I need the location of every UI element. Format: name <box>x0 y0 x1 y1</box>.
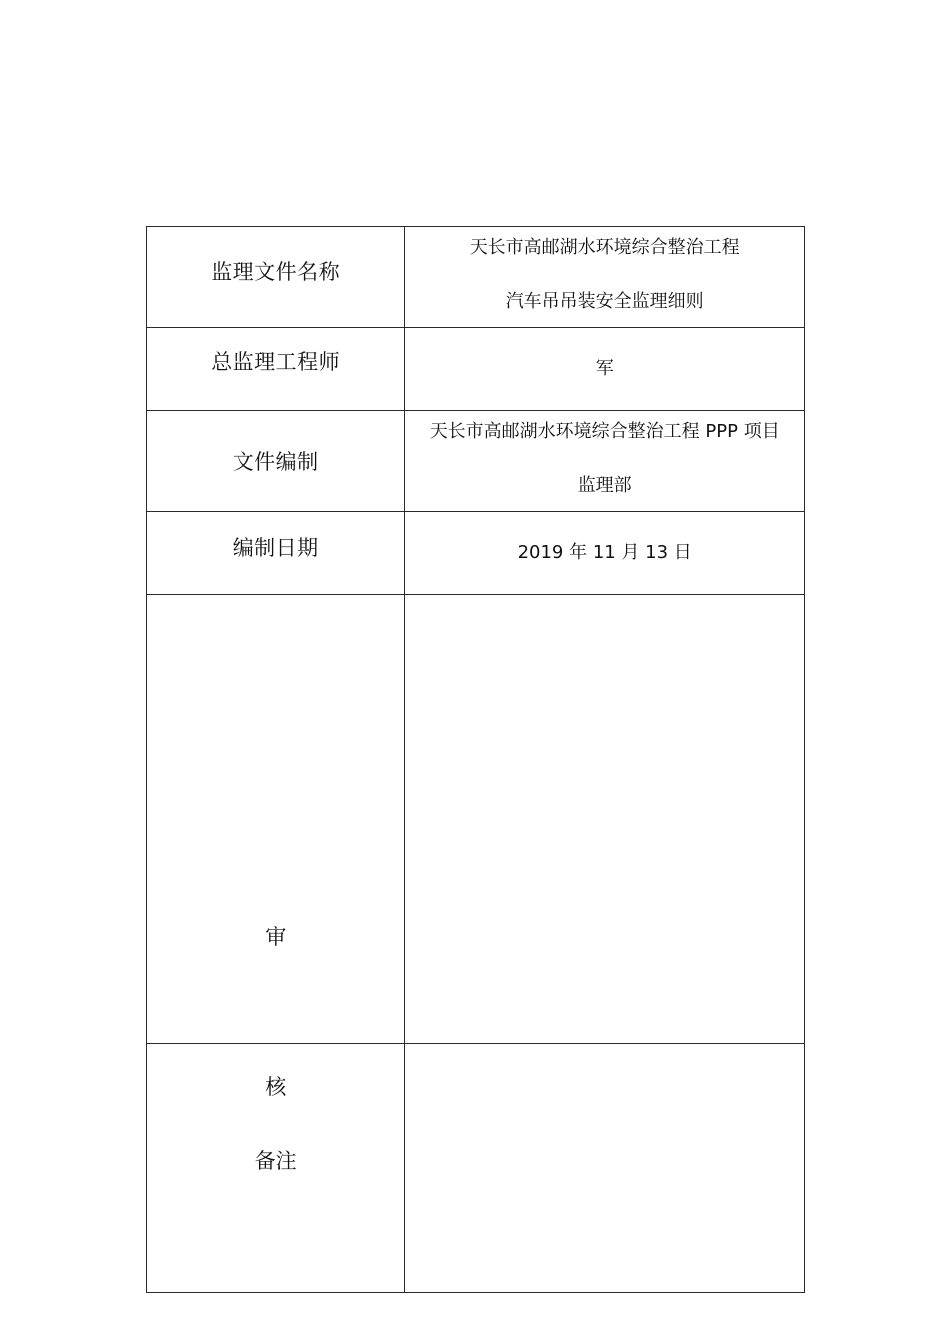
preparation-date-label: 编制日期 <box>232 536 319 560</box>
review-label-char-2: 核 <box>265 1075 287 1099</box>
document-info-table <box>146 226 805 1293</box>
table-row-preparation-date <box>147 512 805 595</box>
label-cell <box>147 411 405 512</box>
table-row-file-preparation <box>147 411 805 512</box>
document-name-line-1: 天长市高邮湖水环境综合整治工程 <box>469 237 740 258</box>
value-cell <box>405 411 805 512</box>
value-cell <box>405 227 805 328</box>
label-cell <box>147 328 405 411</box>
file-preparation-label: 文件编制 <box>232 450 319 474</box>
chief-engineer-value: 军 <box>595 358 614 379</box>
preparation-date-value: 2019 年 11 月 13 日 <box>517 542 692 563</box>
review-label-char-1: 审 <box>265 925 287 949</box>
label-cell <box>147 227 405 328</box>
file-preparation-line-2: 监理部 <box>577 475 632 496</box>
file-preparation-line-1: 天长市高邮湖水环境综合整治工程 PPP 项目 <box>429 421 780 442</box>
table-row-chief-engineer <box>147 328 805 411</box>
review-content-cell <box>405 595 805 1044</box>
document-name-label: 监理文件名称 <box>211 260 341 284</box>
remarks-label: 备注 <box>254 1149 297 1173</box>
label-cell <box>147 595 405 1099</box>
chief-engineer-label: 总监理工程师 <box>211 350 341 374</box>
table-row-review <box>147 595 805 1044</box>
value-cell <box>405 512 805 595</box>
label-cell <box>147 512 405 595</box>
value-cell <box>405 328 805 411</box>
table-row-document-name <box>147 227 805 328</box>
remarks-content-cell <box>405 1044 805 1293</box>
document-name-line-2: 汽车吊吊装安全监理细则 <box>505 291 704 312</box>
